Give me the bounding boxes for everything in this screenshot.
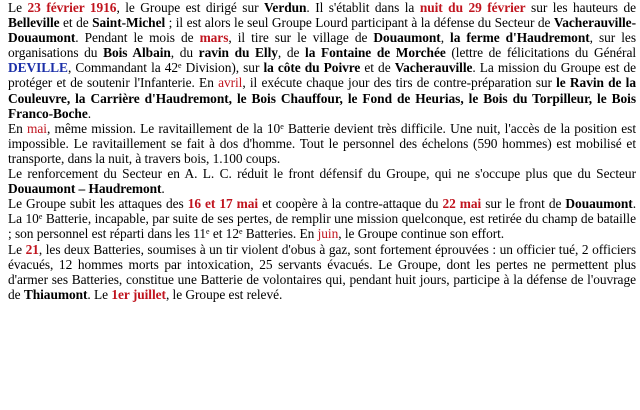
- text: , de: [277, 45, 306, 61]
- superscript: e: [280, 121, 284, 131]
- date-highlight: avril: [218, 75, 243, 91]
- text: .: [87, 105, 92, 121]
- place-name: Belleville: [8, 15, 60, 31]
- date-highlight: 23 février 1916: [27, 0, 117, 15]
- text: . Le: [87, 286, 112, 302]
- date-highlight: juin: [317, 226, 339, 242]
- paragraph-february-april: [8, 0, 636, 121]
- place-name: Verdun: [264, 0, 307, 15]
- text: sur les hauteurs de: [525, 0, 636, 15]
- place-name: Bois Albain: [103, 45, 171, 61]
- text: Division), sur: [181, 60, 264, 76]
- text: , du: [170, 45, 199, 61]
- date-highlight: 16 et 17 mai: [187, 196, 259, 212]
- text: , il exécute chaque jour des tirs de contre-préparation sur: [242, 75, 557, 91]
- place-list: le Ravin de la Couleuvre, la Carrière d'Haudremont, le Bois Chauffour, le Fond de Heurias, le Bois du Torpilleur, le Bois Franco-Boche: [8, 75, 636, 121]
- place-name: Douaumont: [373, 30, 441, 46]
- place-name: la ferme d'Haudremont: [450, 30, 590, 46]
- superscript: e: [38, 212, 43, 222]
- text: , le Groupe continue son effort.: [338, 226, 505, 242]
- text: , les deux Batteries, soumises à un tir violent d'obus à gaz, sont fortement éprouvées : un officier tué, 2 officiers évacués, 12 hommes morts par intoxication, 25 servants évacués. Le Groupe, dont les pertes ne permettent plus d'armer ses Batteries, constitue une Batterie de volontaires qui, pendant huit jours, participe à la défense de l'ouvrage de: [8, 241, 636, 302]
- place-name: la Fontaine de Morchée: [305, 45, 446, 61]
- place-name: Saint-Michel: [92, 15, 166, 31]
- place-name: Douaumont: [565, 196, 633, 212]
- paragraph-alc: [8, 166, 636, 196]
- general-name: DEVILLE: [8, 60, 68, 76]
- text: Le: [8, 0, 28, 15]
- text: Batterie devient très difficile. Une nuit, l'accès de la position est impossible. Le ravitaillement se fait à dos d'homme. Tout le personnel des échelons (590 hommes) est mobilisé et transporte, dans la nuit, à travers bois, 1.100 coups.: [8, 120, 636, 166]
- date-highlight: 22 mai: [442, 196, 482, 212]
- text: et de: [59, 15, 93, 31]
- text: Batteries. En: [242, 226, 318, 242]
- place-name: ravin du Elly: [198, 45, 278, 61]
- place-name: Thiaumont: [23, 286, 88, 302]
- place-name: Vacherauville-Douaumont: [8, 15, 636, 46]
- date-highlight: 21: [25, 241, 39, 257]
- text: et 12: [209, 226, 239, 242]
- date-highlight: 1er juillet: [111, 286, 166, 302]
- text: et coopère à la contre-attaque du: [258, 196, 443, 212]
- text: , Commandant la 42: [67, 60, 179, 76]
- text: . Pendant le mois de: [75, 30, 200, 46]
- text: (lettre de félicitations du Général: [445, 45, 637, 61]
- text: , le Groupe est dirigé sur: [116, 0, 265, 15]
- text: , même mission. Le ravitaillement de la 10: [46, 120, 281, 136]
- place-name: Vacherauville: [394, 60, 473, 76]
- text: ; il est alors le seul Groupe Lourd participant à la défense du Secteur de: [165, 15, 554, 31]
- text: .: [161, 181, 165, 197]
- text: . Il s'établit dans la: [306, 0, 420, 15]
- superscript: e: [178, 61, 182, 71]
- paragraph-attacks: [8, 196, 636, 241]
- text: En: [8, 120, 28, 136]
- superscript: e: [206, 227, 210, 237]
- place-name: la côte du Poivre: [263, 60, 361, 76]
- text: , le Groupe est relevé.: [165, 286, 283, 302]
- text: Le renforcement du Secteur en A. L. C. réduit le front défensif du Groupe, qui ne s'occupe plus que du Secteur: [8, 166, 636, 182]
- document-body: [8, 0, 636, 302]
- place-name: Douaumont – Haudremont: [8, 181, 162, 197]
- text: , sur les organisations du: [8, 30, 636, 61]
- paragraph-may: [8, 121, 636, 166]
- text: Batterie, incapable, par suite de ses pertes, de remplir une mission quelconque, est retirée du champ de bataille ; son personnel est réparti dans les 11: [8, 211, 636, 242]
- text: Le: [8, 241, 26, 257]
- text: . La 10: [8, 196, 636, 227]
- text: Le Groupe subit les attaques des: [8, 196, 188, 212]
- date-highlight: mars: [199, 30, 229, 46]
- date-highlight: nuit du 29 février: [419, 0, 526, 15]
- text: sur le front de: [481, 196, 566, 212]
- superscript: e: [238, 227, 243, 237]
- date-highlight: mai: [27, 120, 47, 136]
- text: , il tire sur le village de: [228, 30, 374, 46]
- text: . La mission du Groupe est de protéger et de soutenir l'Infanterie. En: [8, 60, 636, 91]
- paragraph-gas-attack: [8, 242, 636, 302]
- text: ,: [440, 30, 451, 46]
- text: et de: [360, 60, 395, 76]
